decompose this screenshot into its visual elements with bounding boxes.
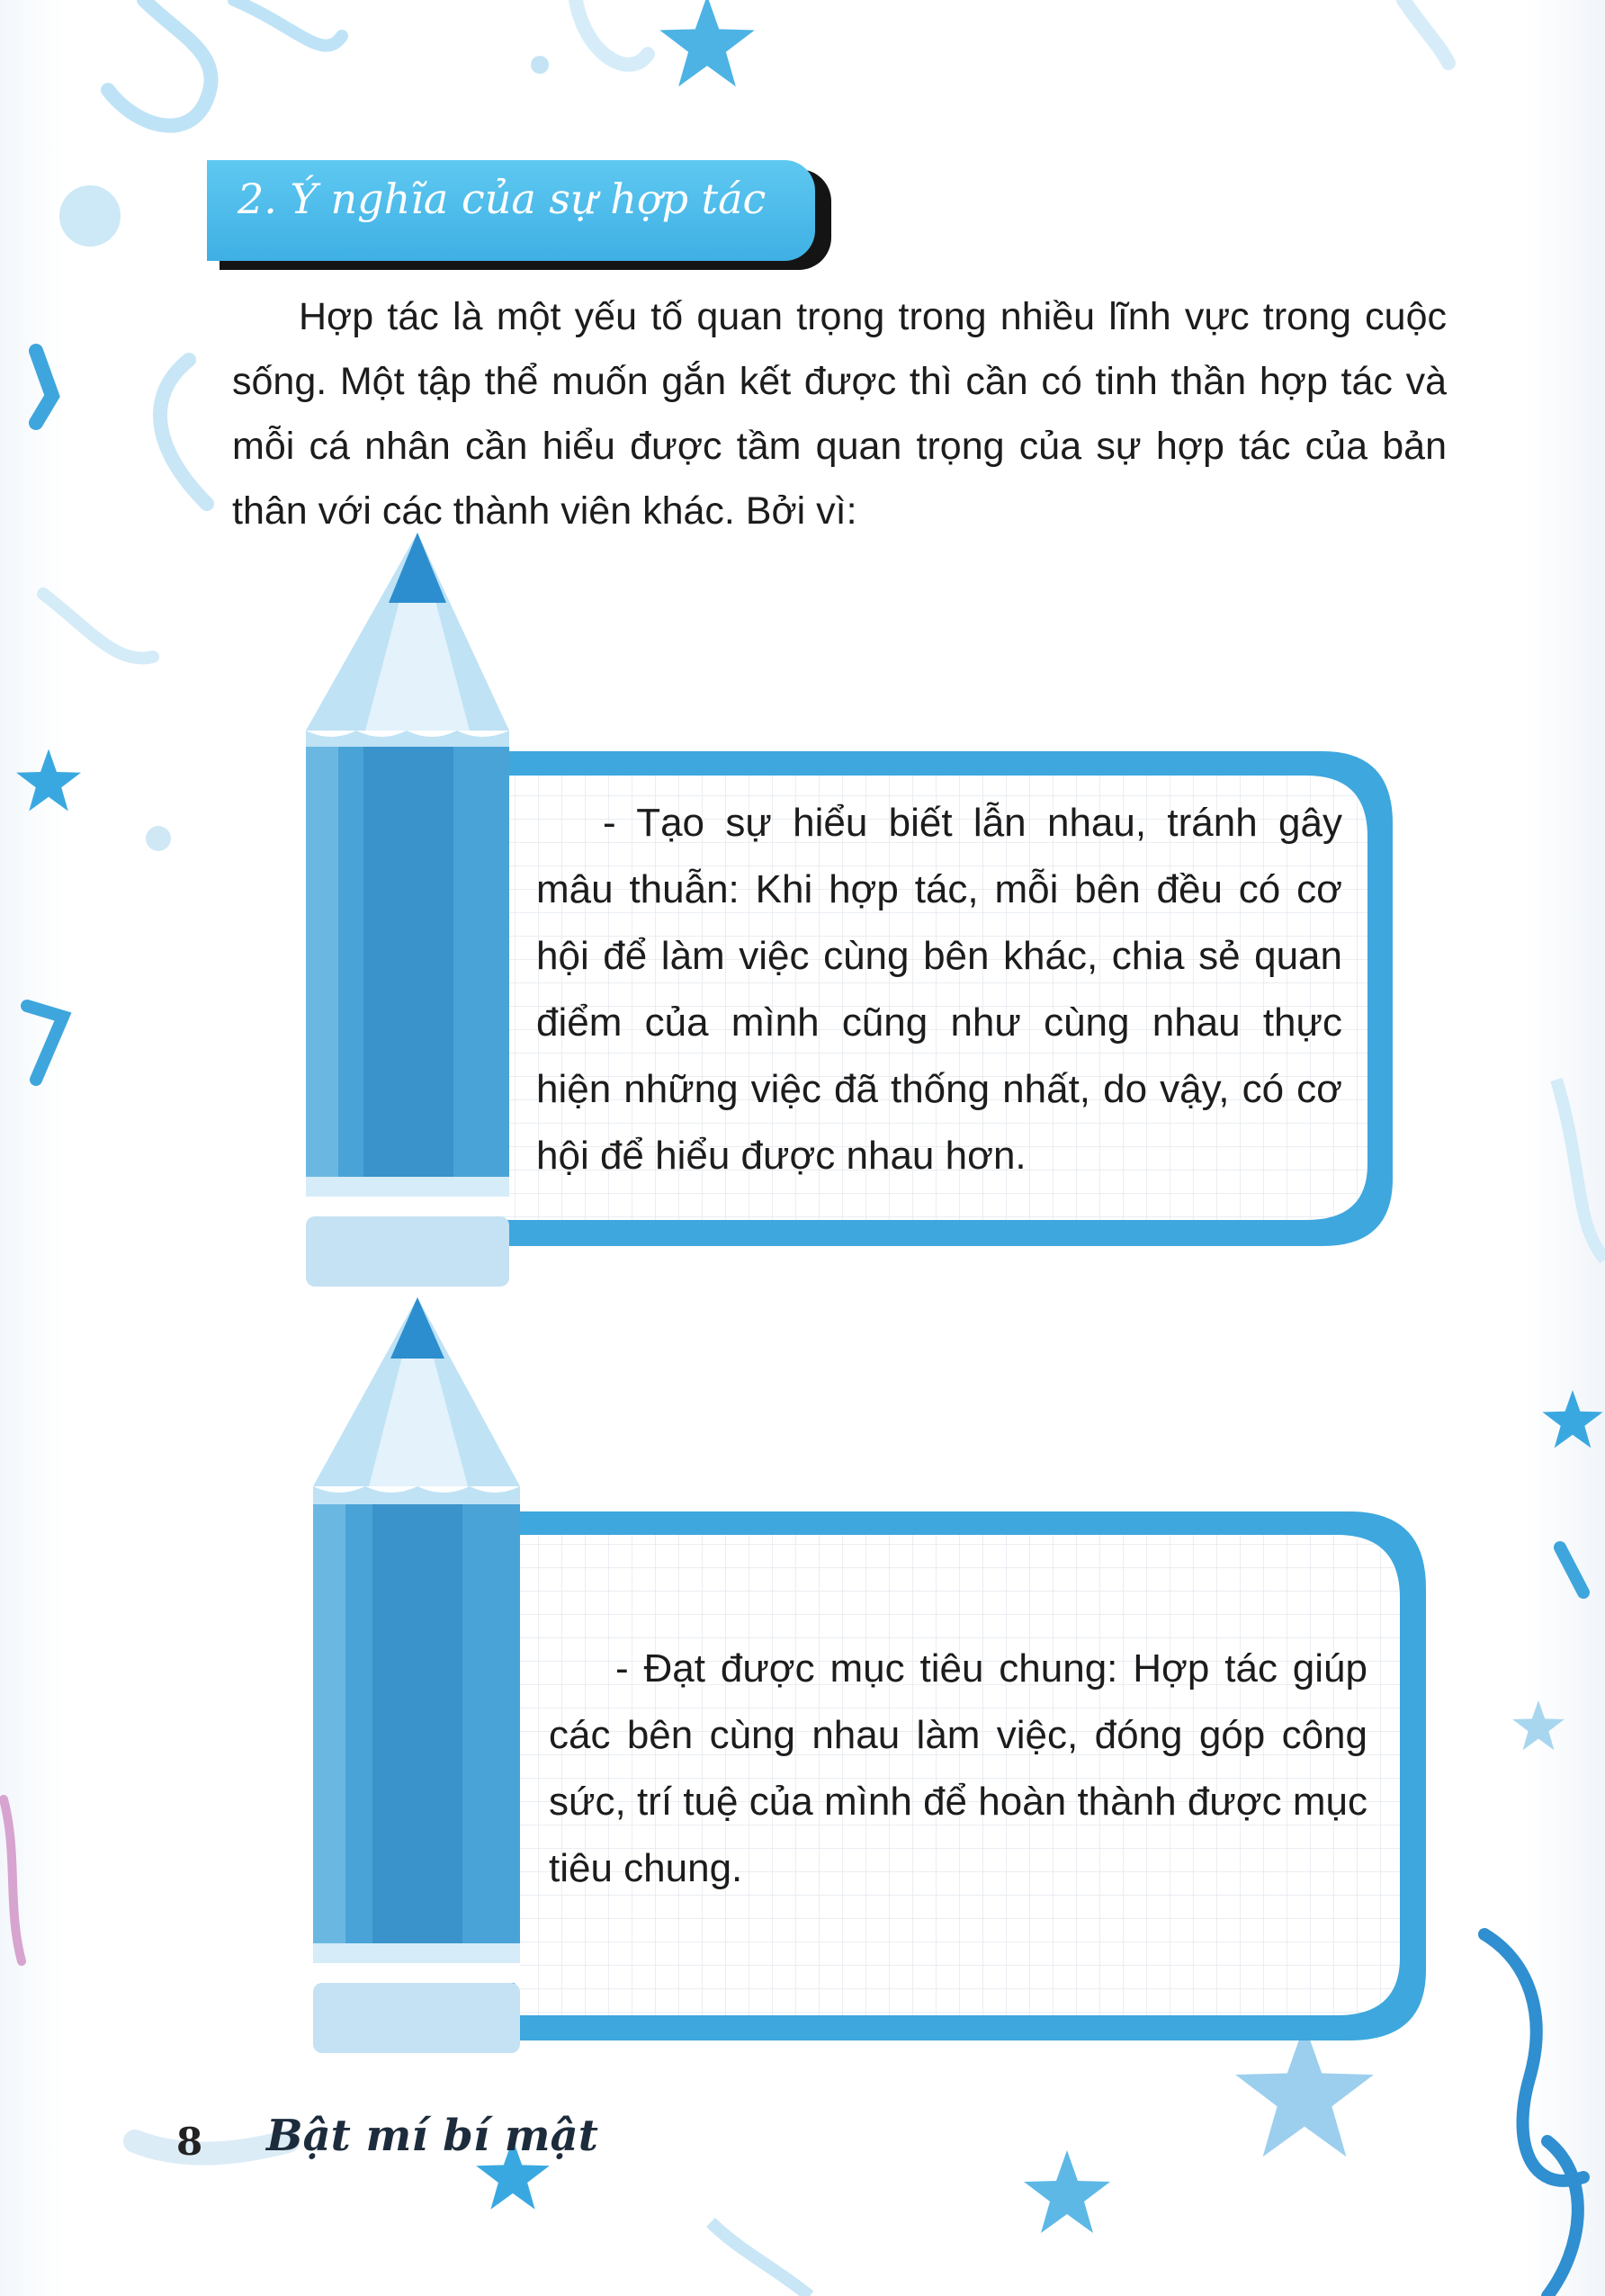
ribbon-squiggle — [4, 1799, 22, 1961]
ribbon-squiggle — [43, 594, 153, 659]
ribbon-squiggle — [576, 0, 648, 65]
dot — [59, 185, 121, 247]
ribbon-squiggle — [160, 360, 207, 504]
card-1-text: - Tạo sự hiểu biết lẫn nhau, tránh gây mâu thuẫn: Khi hợp tác, mỗi bên đều có cơ hội để làm việc cùng bên khác, chia sẻ quan điểm của mình cũng như cùng nhau thực hiện những việc đã thống nhất, do vậy, có cơ hội để hiểu được nhau hơn. — [536, 801, 1342, 1178]
pencil-graphic — [306, 533, 509, 1287]
star-icon — [1235, 2024, 1374, 2157]
star-icon — [16, 749, 81, 812]
dot — [531, 56, 549, 74]
card-2-text: - Đạt được mục tiêu chung: Hợp tác giúp các bên cùng nhau làm việc, đóng góp công sức, trí tuệ của mình để hoàn thành được mục tiêu chung. — [549, 1646, 1367, 1890]
ribbon-squiggle — [1484, 1934, 1583, 2181]
page-number: 8 — [176, 2120, 203, 2164]
pencil-graphic — [313, 1297, 520, 2053]
dot — [146, 826, 171, 851]
ribbon-squiggle — [1556, 1080, 1605, 1260]
intro-paragraph: Hợp tác là một yếu tố quan trọng trong nhiều lĩnh vực trong cuộc sống. Một tập thể muốn gắn kết được thì cần có tinh thần hợp tác và mỗi cá nhân cần hiểu được tầm quan trọng của sự hợp tác của bản thân với các thành viên khác. Bởi vì: — [232, 295, 1447, 533]
ribbon-squiggle — [711, 2222, 810, 2296]
star-icon — [1542, 1390, 1602, 1448]
ribbon-squiggle — [36, 351, 52, 423]
section-heading: 2. Ý nghĩa của sự hợp tác — [238, 175, 767, 223]
ribbon-squiggle — [27, 1006, 63, 1080]
ribbon-squiggle — [1547, 2141, 1578, 2296]
ribbon-squiggle — [1403, 0, 1448, 63]
ribbon-squiggle — [135, 2141, 288, 2154]
star-icon — [1024, 2150, 1110, 2233]
section-heading-banner — [207, 160, 828, 270]
star-icon — [659, 0, 755, 86]
ribbon-squiggle — [1560, 1547, 1583, 1592]
heading-banner-bar — [207, 160, 815, 261]
ribbon-squiggle — [108, 0, 211, 126]
ribbon-squiggle — [234, 0, 342, 46]
book-title: Bật mí bí mật — [266, 2111, 598, 2161]
star-icon — [1512, 1700, 1565, 1750]
